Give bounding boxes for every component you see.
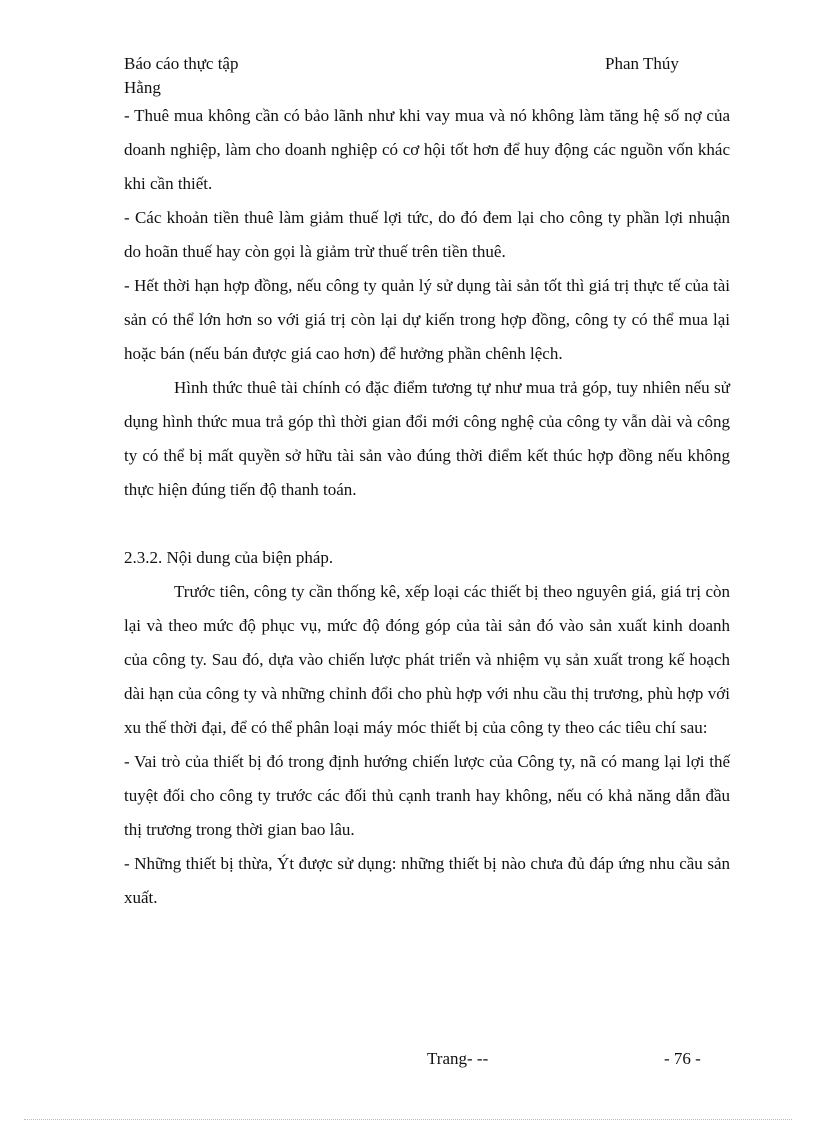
header-report-title: Báo cáo thực tập	[124, 54, 239, 73]
bullet-paragraph-guarantee: - Thuê mua không cần có bảo lãnh như khi vay mua và nó không làm tăng hệ số nợ của doanh nghiệp, làm cho doanh nghiệp có cơ hội tốt hơn để huy động các nguồn vốn khác khi cần thiết.	[124, 106, 730, 193]
document-body	[124, 99, 730, 915]
paragraph-finance-lease: Hình thức thuê tài chính có đặc điểm tương tự như mua trả góp, tuy nhiên nếu sử dụng hình thức mua trả góp thì thời gian đổi mới công nghệ của công ty vẫn dài và công ty có thể bị mất quyền sở hữu tài sản vào đúng thời điểm kết thúc hợp đồng nếu không thực hiện đúng tiến độ thanh toán.	[124, 378, 730, 499]
footer-page-label: Trang- --	[427, 1049, 489, 1068]
bullet-paragraph-role: - Vai trò của thiết bị đó trong định hướng chiến lược của Công ty, nã có mang lại lợi thế tuyệt đối cho công ty trước các đối thủ cạnh tranh hay không, nếu có khả năng dẫn đầu thị trương trong thời gian bao lâu.	[124, 752, 730, 839]
page-bottom-divider	[24, 1119, 792, 1120]
header-author-continued: Hằng	[124, 78, 161, 97]
header-author: Phan Thúy	[605, 54, 679, 73]
bullet-paragraph-surplus: - Những thiết bị thừa, Ýt được sử dụng: những thiết bị nào chưa đủ đáp ứng nhu cầu sản xuất.	[124, 854, 730, 907]
bullet-paragraph-tax: - Các khoản tiền thuê làm giảm thuế lợi tức, do đó đem lại cho công ty phần lợi nhuận do hoãn thuế hay còn gọi là giảm trừ thuế trên tiền thuê.	[124, 208, 730, 261]
footer-page-number: - 76 -	[664, 1049, 701, 1068]
bullet-paragraph-contract-end: - Hết thời hạn hợp đồng, nếu công ty quản lý sử dụng tài sản tốt thì giá trị thực tế của tài sản có thể lớn hơn so với giá trị còn lại dự kiến trong hợp đồng, công ty có thể mua lại hoặc bán (nếu bán được giá cao hơn) để hưởng phần chênh lệch.	[124, 276, 730, 363]
paragraph-first-step: Trước tiên, công ty cần thống kê, xếp loại các thiết bị theo nguyên giá, giá trị còn lại và theo mức độ phục vụ, mức độ đóng góp của tài sản đó vào sản xuất kinh doanh của công ty. Sau đó, dựa vào chiến lược phát triển và nhiệm vụ sản xuất trong kế hoạch dài hạn của công ty và những chỉnh đổi cho phù hợp với nhu cầu thị trương, phù hợp với xu thế thời đại, để có thể phân loại máy móc thiết bị của công ty theo các tiêu chí sau:	[124, 582, 730, 737]
section-heading: 2.3.2. Nội dung của biện pháp.	[124, 548, 334, 567]
